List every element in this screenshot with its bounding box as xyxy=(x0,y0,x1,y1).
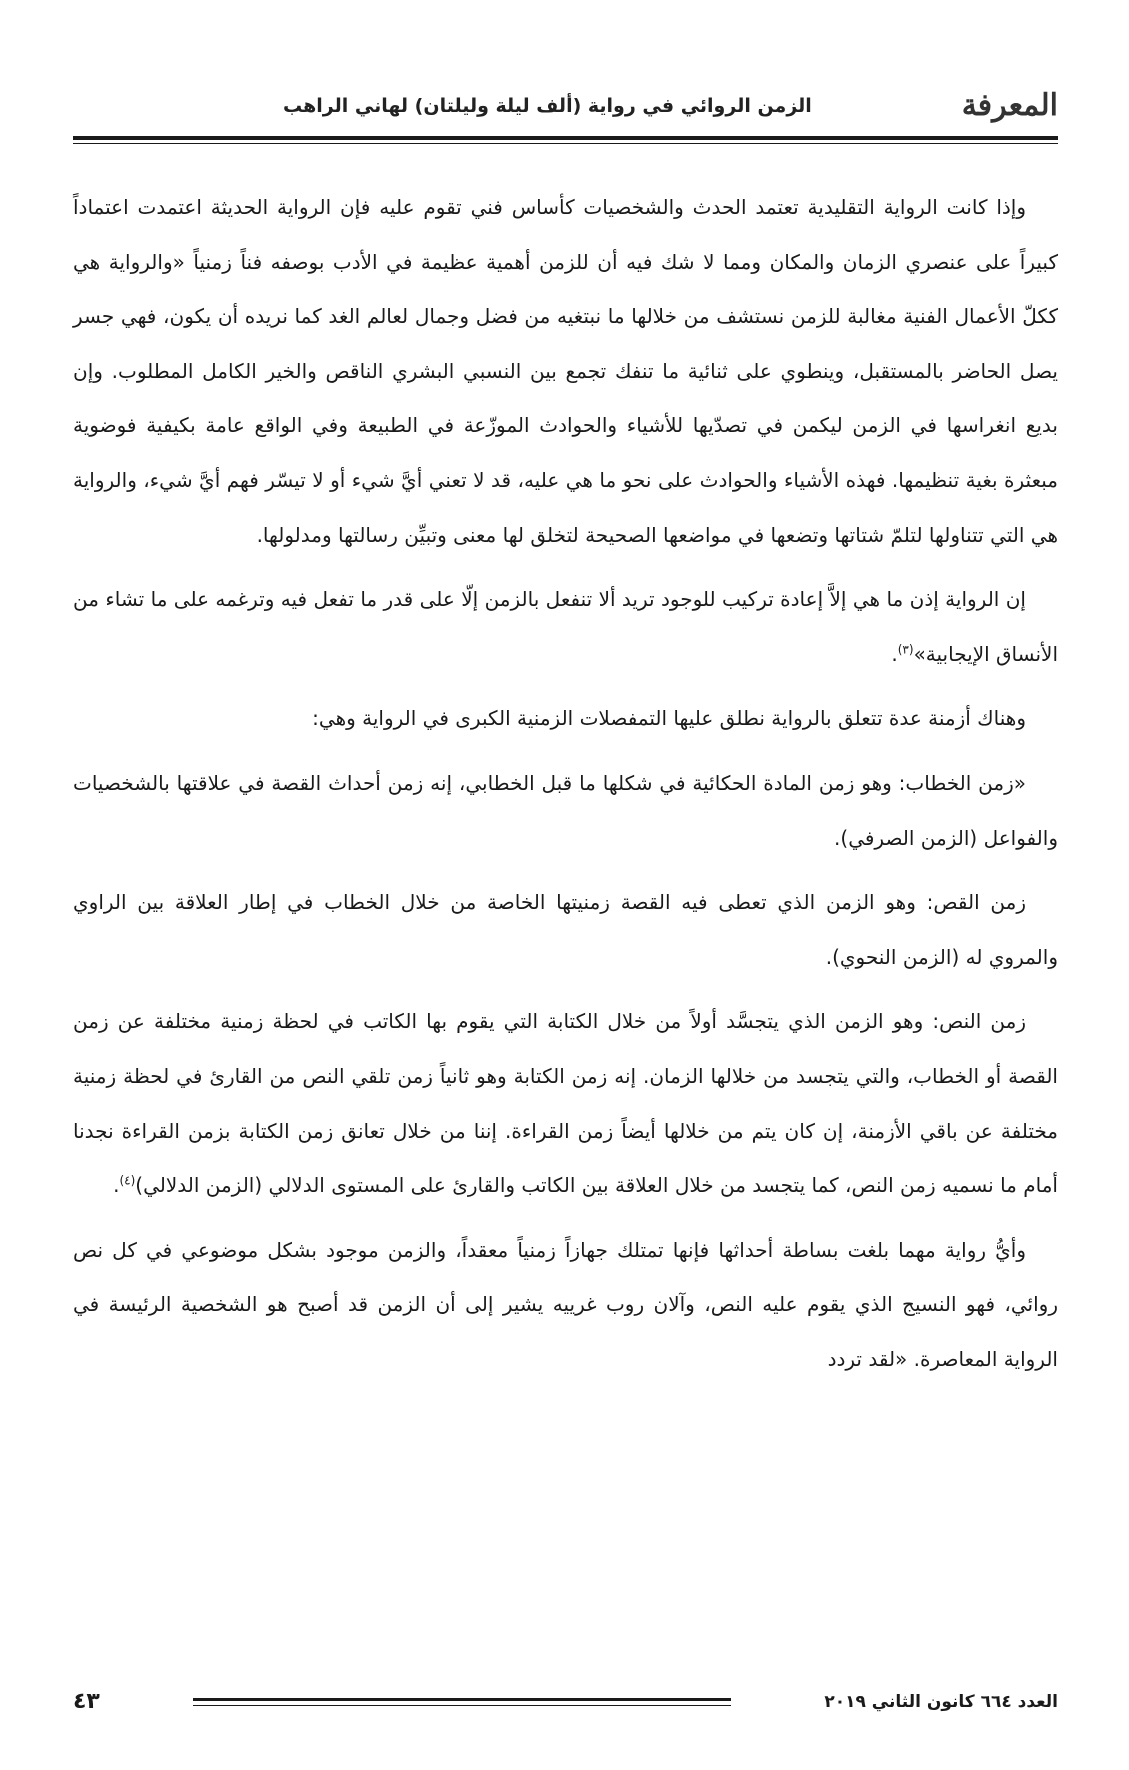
page-footer xyxy=(73,1688,1058,1718)
paragraph-6-end: . xyxy=(113,1173,120,1198)
page-number: ٤٣ xyxy=(73,1689,100,1714)
footnote-ref-4: (٤) xyxy=(119,1173,136,1188)
paragraph-1: وإذا كانت الرواية التقليدية تعتمد الحدث والشخصيات كأساس فني تقوم عليه فإن الرواية الحديثة اعتمدت اعتماداً كبيراً على عنصري الزمان والمكان ومما لا شك فيه أن للزمن أهمية عظيمة في الأدب بوصفه فناً زمنياً «والرواية هي ككلّ الأعمال الفنية مغالبة للزمن نستشف من خلالها ما نبتغيه من فضل وجمال لعالم الغد كما نريده أن يكون، فهي جسر يصل الحاضر بالمستقبل، وينطوي على ثنائية ما تنفك تجمع بين النسبي البشري الناقص والخير الكامل المطلوب. وإن بديع انغراسها في الزمن ليكمن في تصدّيها للأشياء والحوادث الموزّعة في الطبيعة وفي الواقع عامة بكيفية فوضوية مبعثرة بغية تنظيمها. فهذه الأشياء والحوادث على نحو ما هي عليه، قد لا تعني أيَّ شيء أو لا تيسّر فهم أيَّ شيء، والرواية هي التي تتناولها لتلمّ شتاتها وتضعها في مواضعها الصحيحة لتخلق لها معنى وتبيِّن رسالتها ومدلولها. xyxy=(73,195,1058,547)
page-header xyxy=(73,84,1058,134)
paragraph-6-text: زمن النص: وهو الزمن الذي يتجسَّد أولاً من خلال الكتابة التي يقوم بها الكاتب في لحظة زمنية مختلفة عن زمن القصة أو الخطاب، والتي يتجسد من خلالها الزمان. إنه زمن الكتابة وهو ثانياً زمن تلقي النص من القارئ في لحظة زمنية مختلفة عن باقي الأزمنة، إن كان يتم من خلالها أيضاً زمن القراءة. إننا من خلال تعانق زمن الكتابة بزمن القراءة نجدنا أمام ما نسميه زمن النص، كما يتجسد من خلال العلاقة بين الكاتب والقارئ على المستوى الدلالي (الزمن الدلالي) xyxy=(73,1009,1058,1198)
paragraph-3: وهناك أزمنة عدة تتعلق بالرواية نطلق عليها التمفصلات الزمنية الكبرى في الرواية وهي: xyxy=(312,706,1026,731)
issue-info: العدد ٦٦٤ كانون الثاني ٢٠١٩ xyxy=(824,1692,1058,1712)
paragraph-2-text: إن الرواية إذن ما هي إلاَّ إعادة تركيب للوجود تريد ألا تنفعل بالزمن إلّا على قدر ما تفعل فيه وترغمه على ما تشاء من الأنساق الإيجابية» xyxy=(73,587,1058,666)
header-rule-thin xyxy=(73,143,1058,144)
paragraph-6 xyxy=(73,994,1058,1212)
article-body xyxy=(73,180,1058,1386)
header-rule-thick xyxy=(73,136,1058,140)
paragraph-5: زمن القص: وهو الزمن الذي تعطى فيه القصة زمنيتها الخاصة من خلال الخطاب في إطار العلاقة بين الراوي والمروي له (الزمن النحوي). xyxy=(73,890,1058,969)
paragraph-2-end: . xyxy=(891,641,898,666)
paragraph-2 xyxy=(73,572,1058,681)
paragraph-7: وأيُّ رواية مهما بلغت بساطة أحداثها فإنها تمتلك جهازاً زمنياً معقداً، والزمن موجود بشكل موضوعي في كل نص روائي، فهو النسيج الذي يقوم عليه النص، وآلان روب غرييه يشير إلى أن الزمن قد أصبح هو الشخصية الرئيسة في الرواية المعاصرة. «لقد تردد xyxy=(73,1237,1058,1371)
footnote-ref-3: (٣) xyxy=(897,642,914,657)
paragraph-4: «زمن الخطاب: وهو زمن المادة الحكائية في شكلها ما قبل الخطابي، إنه زمن أحداث القصة في علاقتها بالشخصيات والفواعل (الزمن الصرفي). xyxy=(73,770,1058,850)
magazine-logo: المعرفة xyxy=(961,88,1058,123)
footer-rule-thin xyxy=(193,1705,731,1706)
footer-rule-thick xyxy=(193,1698,731,1701)
running-title: الزمن الروائي في رواية (ألف ليلة وليلتان) لهاني الراهب xyxy=(283,95,812,117)
